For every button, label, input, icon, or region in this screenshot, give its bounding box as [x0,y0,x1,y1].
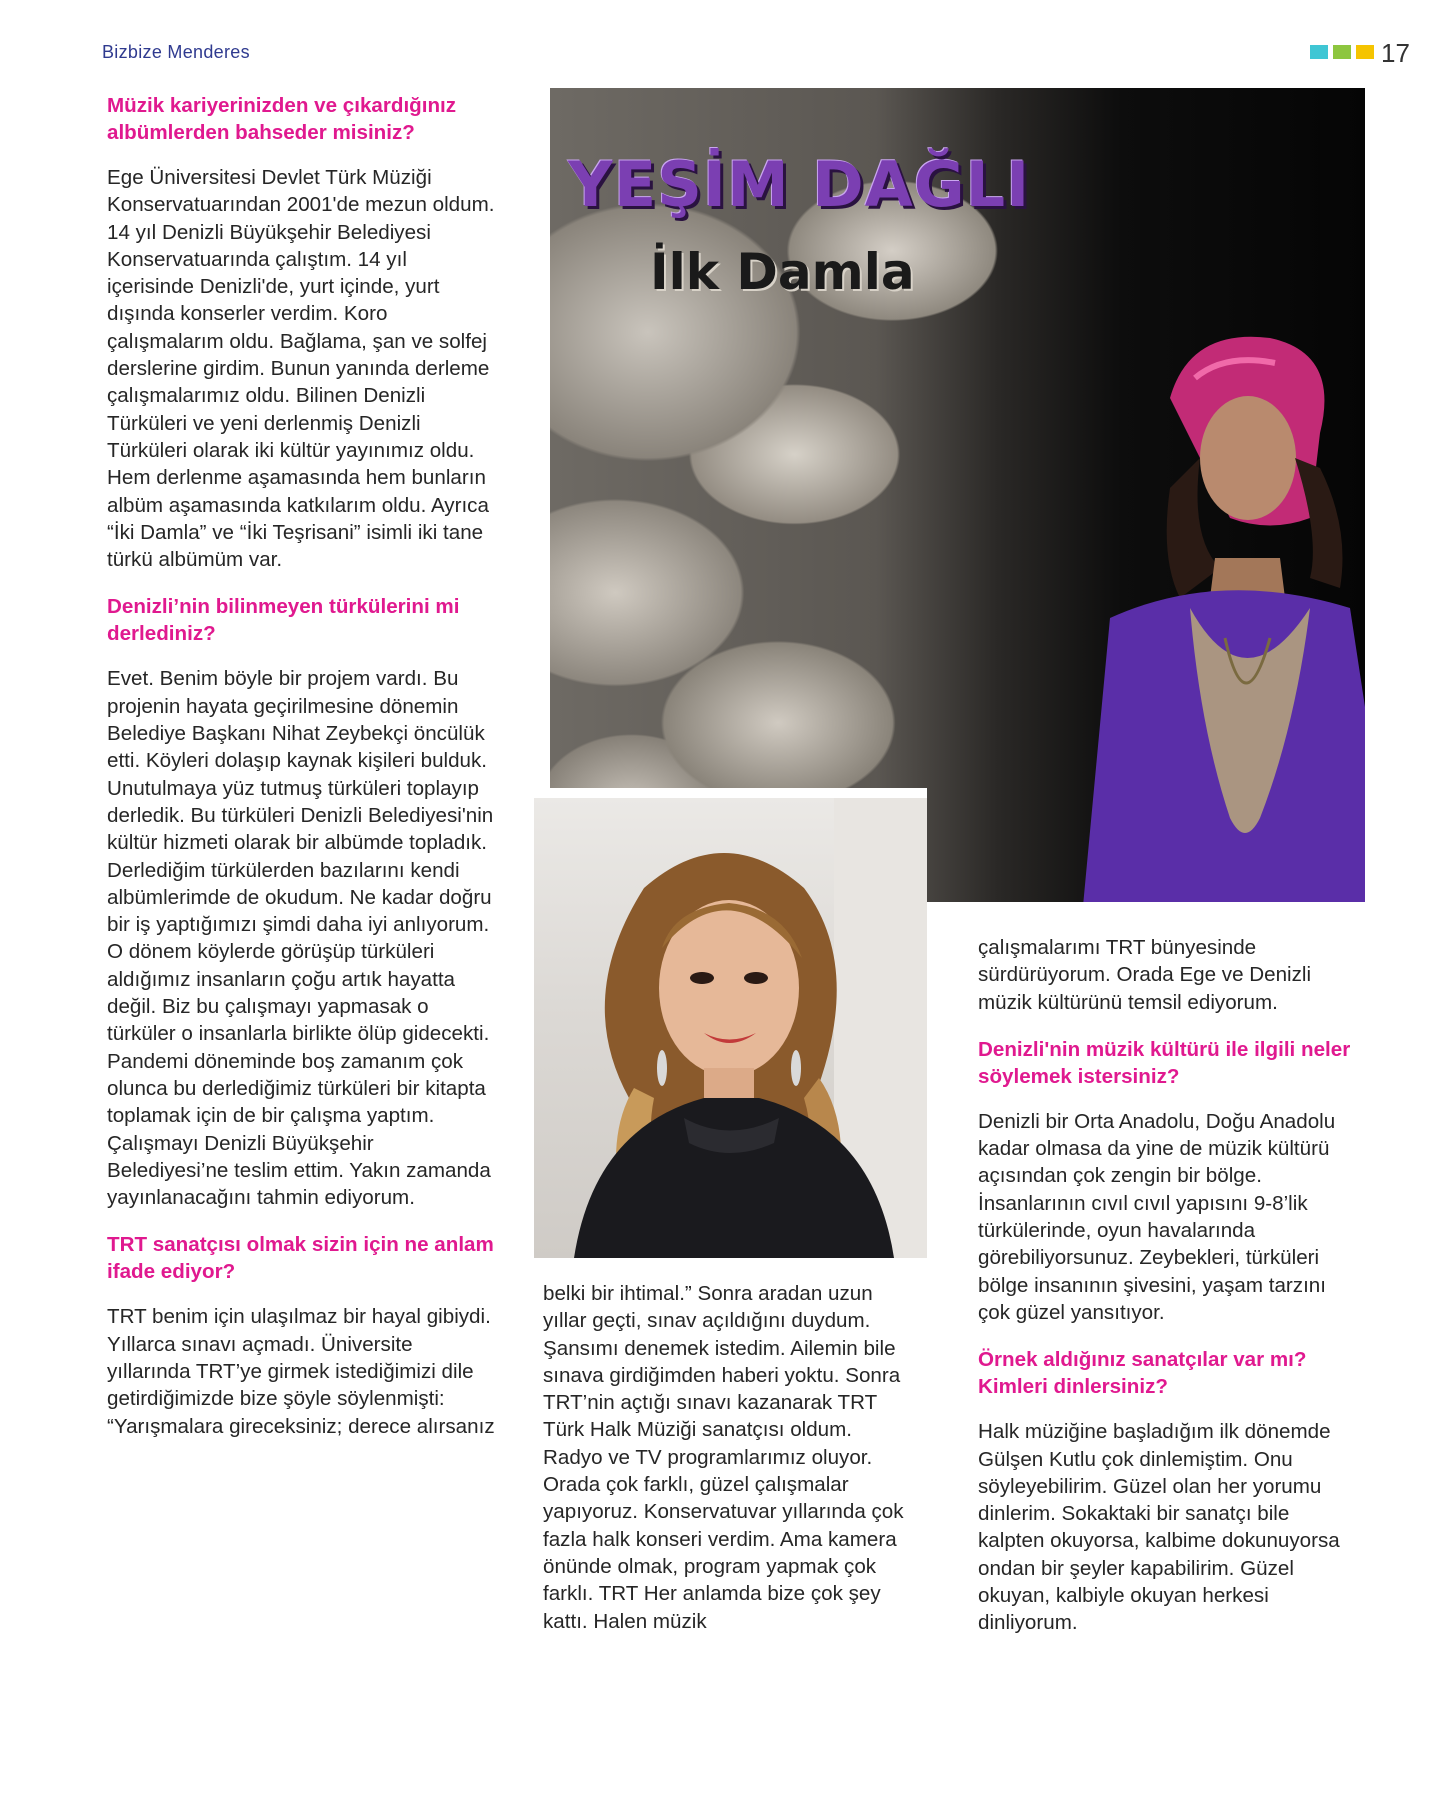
answer-3-continued: belki bir ihtimal.” Sonra aradan uzun yıllar geçti, sınav açıldığını duydum. Şansımı denemek istedim. Ailemin bile sınava girdiğimden haberi yoktu. Sonra TRT’nin açtığı sınavı kazanarak TRT Türk Halk Müziği sanatçısı oldum. Radyo ve TV programlarımız oluyor. Orada çok farklı, güzel çalışmalar yapıyoruz. Konservatuvar yıllarında çok fazla halk konseri verdim. Ama kamera önünde olmak, program yapmak çok farklı. TRT Her anlamda bize çok şey kattı. Halen müzik [543,1282,904,1633]
question-1: Müzik kariyerinizden ve çıkardığınız albümlerden bahseder misiniz? [107,94,457,144]
answer-5: Halk müziğine başladığım ilk dönemde Gülşen Kutlu çok dinlemiştim. Onu söyleyebilirim. Güzel olan her yorumu dinlerim. Sokaktaki bir sanatçı bile kalpten okuyorsa, kalbime dokunuyorsa ondan bir şeyler kapabilirim. Güzel okuyan, kalbiyle okuyan herkesi dinliyorum. [978,1420,1340,1635]
square-yellow [1356,45,1374,59]
cover-artist-name: YEŞİM DAĞLI [568,148,1031,221]
square-cyan [1310,45,1328,59]
question-4: Denizli'nin müzik kültürü ile ilgili neler söylemek istersiniz? [978,1037,1351,1088]
woman-portrait-illustration [534,798,927,1258]
album-cover-image [550,88,1365,902]
question-2: Denizli’nin bilinmeyen türkülerini mi derlediniz? [107,595,460,646]
answer-4: Denizli bir Orta Anadolu, Doğu Anadolu kadar olmasa da yine de müzik kültürü açısından çok zengin bir bölge. İnsanlarının cıvıl cıvıl yapısını 9-8’lik türkülerinde, oyun havalarında görebiliyorsunuz. Zeybekleri, türküleri bölge insanının şivesini, yaşam tarzını çok güzel yansıtıyor. [978,1109,1336,1324]
answer-2: Evet. Benim böyle bir projem vardı. Bu projenin hayata geçirilmesine dönemin Belediye Başkanı Nihat Zeybekçi öncülük etti. Köyleri dolaşıp kaynak kişileri bulduk. Unutulmaya yüz tutmuş türküleri toplayıp derledik. Bu türküleri Denizli Belediyesi'nin kültür hizmeti olarak bir albümde topladık. Derlediğim türkülerden bazılarını kendi albümlerimde de okudum. Ne kadar doğru bir iş yaptığımızı şimdi daha iyi anlıyorum. O dönem köylerde görüşüp türküleri aldığımız insanların çoğu artık hayatta değil. Biz bu çalışmayı yapmasak o türküler o insanlarla birlikte ölüp gidecekti. Pandemi döneminde boş zamanım çok olunca bu derlediğimiz türküleri bir kitapta toplamak için de bir çalışma yaptım. Çalışmayı Denizli Büyükşehir Belediyesi’ne teslim ettim. Yakın zamanda yayınlanacağını tahmin ediyorum. [107,667,494,1210]
cover-album-title: İlk Damla [650,243,915,301]
question-5: Örnek aldığınız sanatçılar var mı? Kimleri dinlersiniz? [978,1348,1307,1399]
text-column-2 [543,1280,913,1655]
portrait-photo-inner [534,798,927,1258]
singer-figure-illustration [1020,258,1365,902]
square-green [1333,45,1351,59]
portrait-photo [534,788,927,1260]
text-column-3 [978,934,1358,1657]
magazine-name: Bizbize Menderes [102,42,250,62]
header-color-squares [1310,45,1374,59]
answer-1: Ege Üniversitesi Devlet Türk Müziği Konservatuarından 2001'de mezun oldum. 14 yıl Denizli Büyükşehir Belediyesi Konservatuarında çalıştım. 14 yıl içerisinde Denizli'de, yurt içinde, yurt dışında konserler verdim. Koro çalışmalarım oldu. Bağlama, şan ve solfej derslerine girdim. Bunun yanında derleme çalışmalarımız oldu. Bilinen Denizli Türküleri ve yeni derlenmiş Denizli Türküleri olarak iki kültür yayınımız oldu. Hem derlenme aşamasında hem bunların albüm aşamasında katkılarım oldu. Ayrıca “İki Damla” ve “İki Teşrisani” isimli iki tane türkü albümüm var. [107,166,495,572]
page-number: 17 [1381,38,1410,68]
question-3: TRT sanatçısı olmak sizin için ne anlam ifade ediyor? [107,1233,494,1284]
text-column-1 [107,92,499,1460]
answer-3-end: çalışmalarımı TRT bünyesinde sürdürüyorum. Orada Ege ve Denizli müzik kültürünü temsil ediyorum. [978,936,1312,1014]
answer-3: TRT benim için ulaşılmaz bir hayal gibiydi. Yıllarca sınavı açmadı. Üniversite yıllarında TRT’ye girmek istediğimizi dile getirdiğimizde bize şöyle söylenmişti: “Yarışmalara gireceksiniz; derece alırsanız [107,1305,495,1438]
